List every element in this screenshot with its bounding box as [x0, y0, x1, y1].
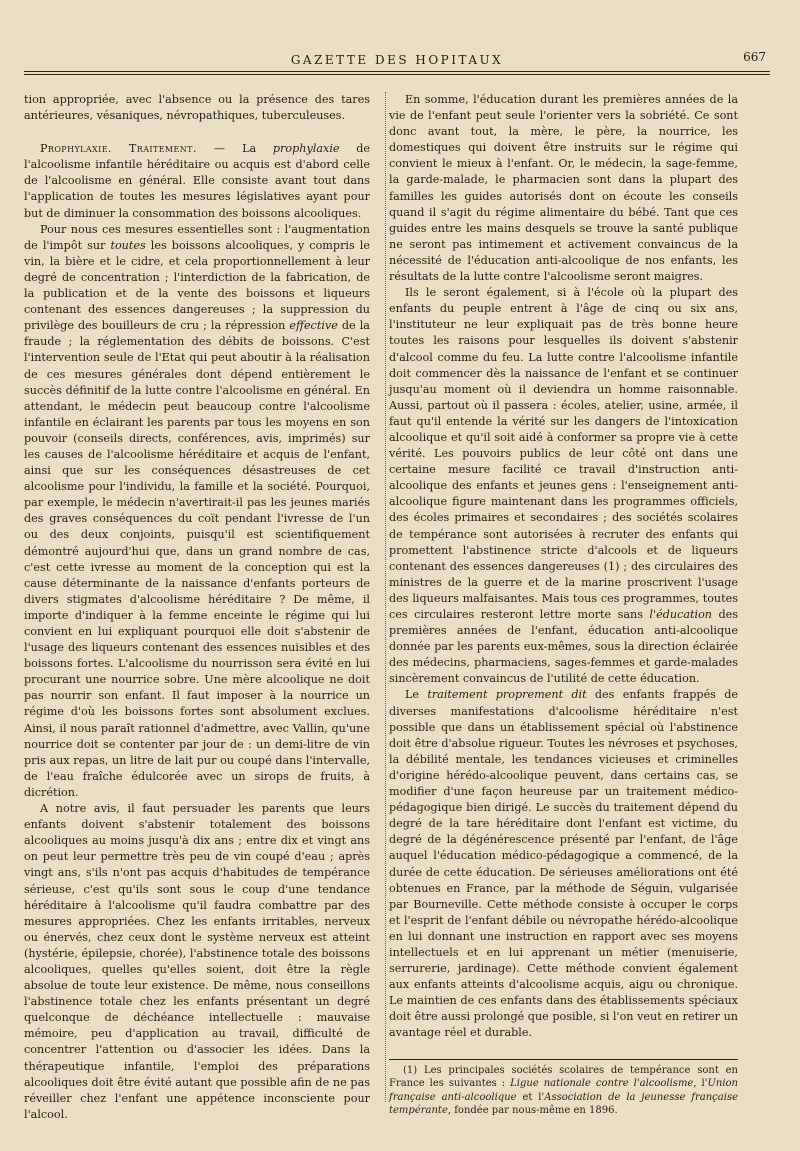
page-header: [24, 47, 770, 77]
right-column: [389, 92, 738, 1118]
column-divider: [385, 92, 386, 1102]
section-heading: Prophylaxie. Traitement. —: [40, 142, 226, 156]
paragraph-traitement: Le traitement proprement dit des enfants frappés de diverses manifestations d'alcoolisme héréditaire n'est possible que dans un établissement spécial où l'abstinence doit être d'absolue rigueur. Toutes les névroses et psychoses, la débilité mentale, les tendances vicieuses et criminelles d'origine hérédo-alcoolique peuvent, dans certains cas, se modifier d'une façon heureuse par un traitement médico-pédagogique bien dirigé. Le succès du traitement dépend du degré de la tare héréditaire dont l'enfant est victime, du degré de la dégénérescence présenté par l'enfant, de l'âge auquel l'éducation médico-pédagogique a commencé, de la durée de cette éducation. De sérieuses améliorations ont été obtenues en France, par la méthode de Séguin, vulgarisée par Bourneville. Cette méthode consiste à occuper le corps et l'esprit de l'enfant débile ou névropathe hérédo-alcoolique en lui donnant une instruction en rapport avec ses moyens intellectuels et en lui apprenant un métier (menuiserie, serrurerie, jardinage). Cette méthode convient également aux enfants atteints d'alcoolisme acquis, aigu ou chronique. Le maintien de ces enfants dans des établissements spéciaux doit être aussi prolongé que posible, si l'on veut en retirer un avantage réel et durable.: [389, 688, 738, 1040]
emphasis: toutes: [110, 238, 146, 252]
footnote: (1) Les principales sociétés scolaires de tempérance sont en France les suivantes : Ligue nationale contre l'alcoolisme, l'Union française anti-alcoolique et l'Association de la jeunesse française tempérante, fondée par nous-même en 1896.: [389, 1064, 738, 1117]
header-rule-top: [24, 71, 770, 72]
emphasis: traitement proprement dit: [427, 688, 587, 702]
paragraph: Ils le seront également, si à l'école où la plupart des enfants du peuple entrent à l'âge de cinq ou six ans, l'instituteur ne leur expliquait pas de très bonne heure toutes les raisons pour lesquelles ils doivent s'abstenir d'alcool comme du feu. La lutte contre l'alcoolisme infantile doit commencer dès la naissance de l'enfant et se continuer jusqu'au moment où il deviendra un homme raisonnable. Aussi, partout où il passera : écoles, atelier, usine, armée, il faut qu'il entende la vérité sur les dangers de l'intoxication alcoolique et qu'il soit aidé à conformer sa propre vie à cette vérité. Les pouvoirs publics de leur côté ont dans une certaine mesure facilité ce travail d'instruction anti-alcoolique des enfants et jeunes gens : l'enseignement anti-alcoolique figure maintenant dans les programmes officiels, des écoles primaires et secondaires ; des sociétés scolaires de tempérance sont autorisées à recruter des enfants qui promettent l'abstinence stricte d'alcools et de liqueurs contenant des essences dangereuses (1) ; des circulaires des ministres de la guerre et de la marine proscrivent l'usage des liqueurs malfaisantes. Mais tous ces programmes, toutes ces circulaires resteront lettre morte sans l'éducation des premières années de l'enfant, éducation anti-alcoolique donnée par les parents eux-mêmes, sous la direction éclairée des médecins, pharmaciens, sages-femmes et garde-malades sincèrement convaincus de l'utilité de cette éducation.: [389, 286, 738, 686]
header-rule-bottom: [24, 74, 770, 75]
emphasis: prophylaxie: [272, 142, 340, 156]
emphasis: effective: [289, 319, 338, 333]
paragraph: Pour nous ces mesures essentielles sont : l'augmentation de l'impôt sur toutes les boissons alcooliques, y compris le vin, la bière et le cidre, et cela proportionnellement à leur degré de concentration ; l'interdiction de la fabrication, de la publication et de la vente des boissons et liqueurs contenant des essences dangereuses ; la suppression du privilège des bouilleurs de cru ; la répression effective de la fraude ; la réglementation des débits de boissons. C'est l'intervention seule de l'Etat qui peut aboutir à la réalisation de ces mesures générales dont dépend entièrement le succès définitif de la lutte contre l'alcoolisme en général. En attendant, le médecin peut beaucoup contre l'alcoolisme infantile en éclairant les parents par tous les moyens en son pouvoir (conseils directs, conférences, avis, imprimés) sur les causes de l'alcoolisme héréditaire et acquis de l'enfant, ainsi que sur les conséquences désastreuses de cet alcoolisme pour l'individu, la famille et la société. Pourquoi, par exemple, le médecin n'avertirait-il pas les jeunes mariés des graves conséquences du coït pendant l'ivresse de l'un ou des deux conjoints, puisqu'il est scientifiquement démontré aujourd'hui que, dans un grand nombre de cas, c'est cette ivresse au moment de la conception qui est la cause déterminante de la naissance d'enfants porteurs de divers stigmates d'alcoolisme héréditaire ? De même, il importe d'indiquer à la femme enceinte le régime qui lui convient en lui expliquant pourquoi elle doit s'abstenir de l'usage des liqueurs contenant des essences nuisibles et des boissons fortes. L'alcoolisme du nourrisson sera évité en lui procurant une nourrice sobre. Une mère alcoolique ne doit pas nourrir son enfant. Il faut imposer à la nourrice un régime d'où les boissons fortes sont absolument exclues. Ainsi, il nous paraît rationnel d'admettre, avec Vallin, qu'une nourrice doit se contenter par jour de : un demi-litre de vin pris aux repas, un litre de lait pur ou coupé dans l'intervalle, de l'eau fraîche édulcorée avec un sirops de fruits, à dicrétion.: [24, 222, 370, 799]
left-column: [24, 92, 370, 1123]
paragraph: tion appropriée, avec l'absence ou la présence des tares antérieures, vésaniques, névropathiques, tuberculeuses.: [24, 93, 370, 123]
emphasis: l'éducation: [649, 608, 713, 621]
paragraph: En somme, l'éducation durant les premières années de la vie de l'enfant peut seule l'orienter vers la sobriété. Ce sont donc avant tout, la mère, le père, la nourrice, les domestiques qui doivent être instruits sur le régime qui convient le mieux à l'enfant. Or, le médecin, la sage-femme, la garde-malade, le pharmacien sont dans la plupart des familles les guides autorisés dont on écoute les conseils quand il s'agit du régime alimentaire du bébé. Tant que ces guides entre les mains desquels se trouve la santé publique ne seront pas intimement et activement convaincus de la nécessité de l'éducation anti-alcoolique de nos enfants, les résultats de la lutte contre l'alcoolisme seront maigres.: [389, 93, 738, 284]
paragraph: A notre avis, il faut persuader les parents que leurs enfants doivent s'abstenir totalement des boissons alcooliques au moins jusqu'à dix ans ; entre dix et vingt ans on peut leur permettre très peu de vin coupé d'eau ; après vingt ans, s'ils n'ont pas acquis d'habitudes de tempérance sérieuse, c'est qu'ils sont sous le coup d'une tendance héréditaire à l'alcoolisme qu'il faudra combattre par des mesures appropriées. Chez les enfants irritables, nerveux ou énervés, chez ceux dont le système nerveux est atteint (hystérie, épilepsie, chorée), l'abstinence totale des boissons alcooliques, quelles qu'elles soient, doit être la règle absolue de toute leur existence. De même, nous conseillons l'abstinence totale chez les enfants présentant un degré quelconque de déchéance intellectuelle : mauvaise mémoire, peu d'application au travail, difficulté de concentrer l'attention ou d'associer les idées. Dans la thérapeutique infantile, l'emploi des préparations alcooliques doit être évité autant que possible afin de ne pas réveiller chez l'enfant une appétence inconsciente pour l'alcool.: [24, 802, 370, 1121]
paragraph-prophylaxie: Prophylaxie. Traitement. — La prophylaxie de l'alcoolisme infantile héréditaire ou acquis est d'abord celle de l'alcoolisme en général. Elle consiste avant tout dans l'application de toutes les mesures législatives ayant pour but de diminuer la consommation des boissons alcooliques.: [24, 142, 370, 220]
footnotes: [389, 1059, 738, 1118]
journal-title: GAZETTE DES HOPITAUX: [290, 53, 504, 67]
page-number: 667: [743, 50, 766, 64]
